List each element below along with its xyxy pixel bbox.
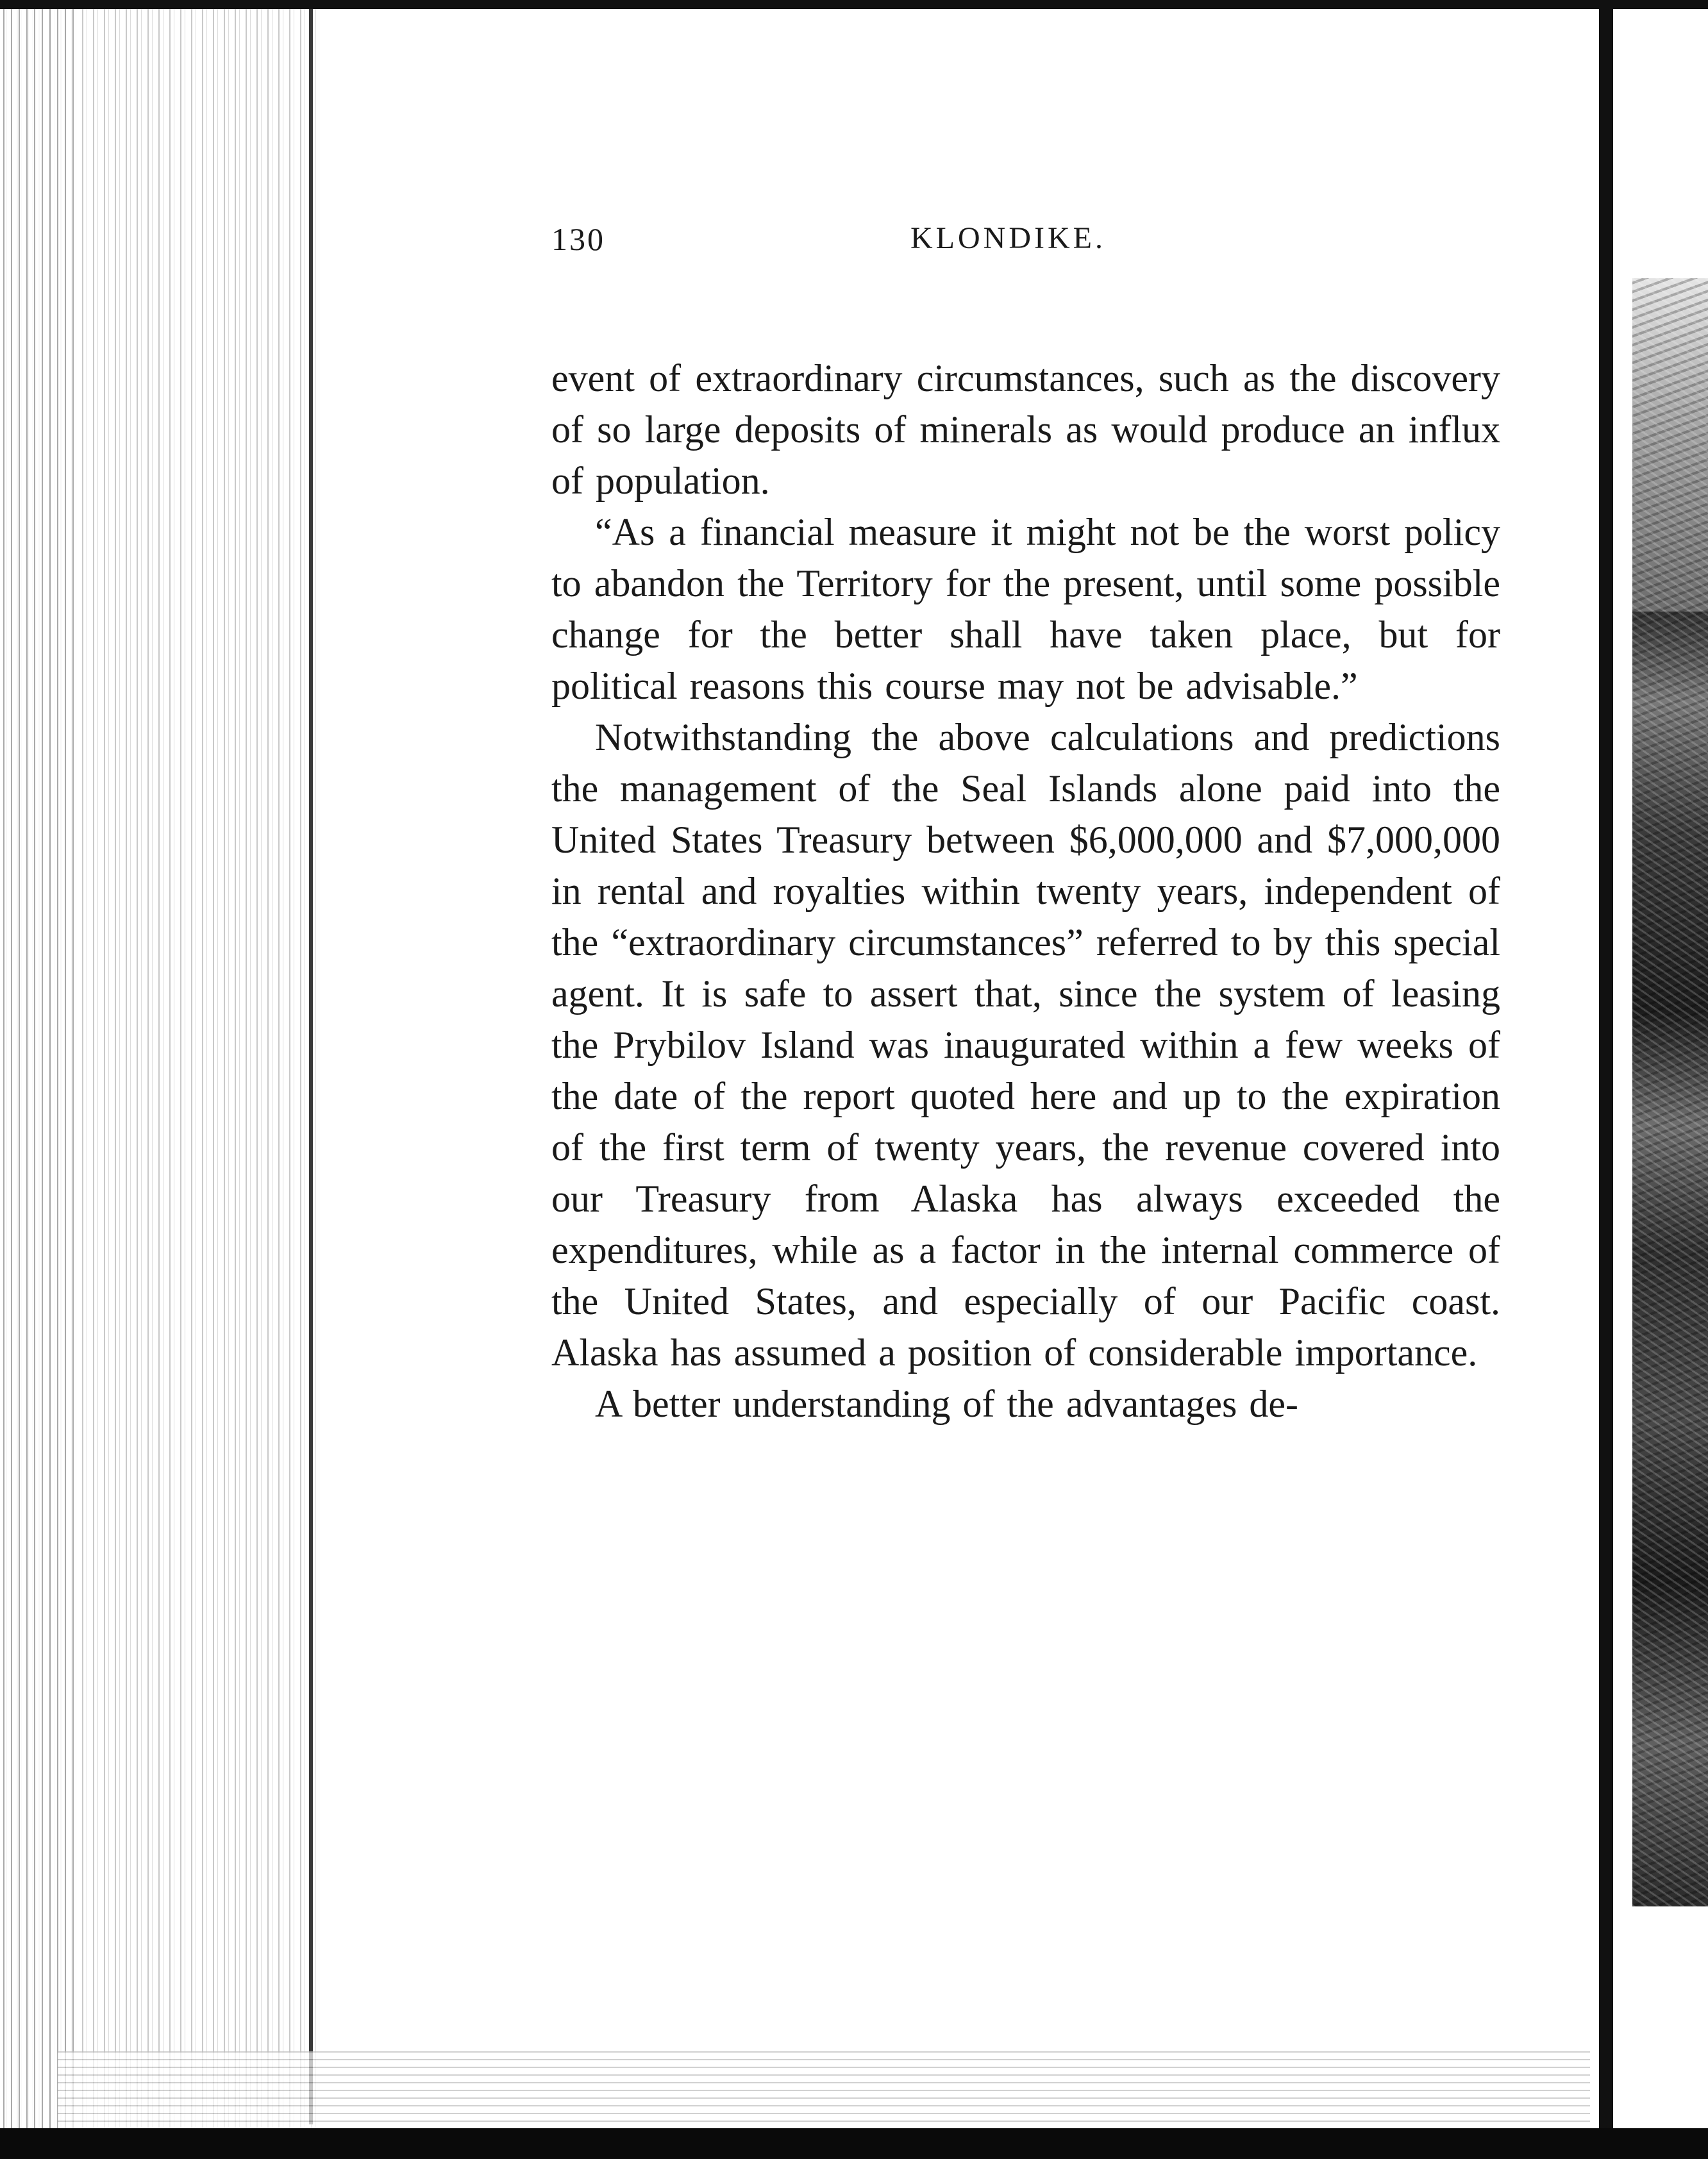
paragraph-quote: “As a financial measure it might not be the worst policy to abandon the Territory for the present, until some possible change for the better shall have taken place, but for political reasons this course may not be advisable.” [551,511,1500,707]
facing-photograph-texture [1632,278,1708,1906]
scan-bottom-border [0,2128,1708,2159]
paragraph-notwithstanding: Notwithstanding the above calculations and predictions the management of the Seal Islands alone paid into the United States Treasury between $6,000,000 and $7,000,000 in rental and royalties within twenty years, independent of the “extraordinary circumstances” referred to by this special agent. It is safe to assert that, since the system of leasing the Prybilov Island was inaugurated within a few weeks of the date of the report quoted here and up to the expiration of the first term of twenty years, the revenue covered into our Treasury from Alaska has always exceeded the expenditures, while as a factor in the internal commerce of the United States, and especially of our Pacific coast. Alaska has assumed a position of considerable importance. [551,716,1500,1374]
paragraph-final: A better understanding of the advantages de- [595,1383,1298,1425]
facing-page-plate [1590,9,1708,2128]
running-title: KLONDIKE. [910,221,1106,255]
body-text [551,353,1500,1430]
running-head [551,218,1500,276]
scan-top-border [0,0,1708,9]
outer-page-edges [0,0,77,2128]
paragraph-continued: event of extraordinary circumstances, such as the discovery of so large deposits of minerals as would produce an influx of population. [551,357,1500,502]
page-text-block [551,218,1500,1430]
book-gutter-line [309,9,313,2124]
page-number: 130 [551,221,605,257]
bottom-page-edges [58,2051,1648,2128]
facing-page-edge [1599,9,1613,2128]
